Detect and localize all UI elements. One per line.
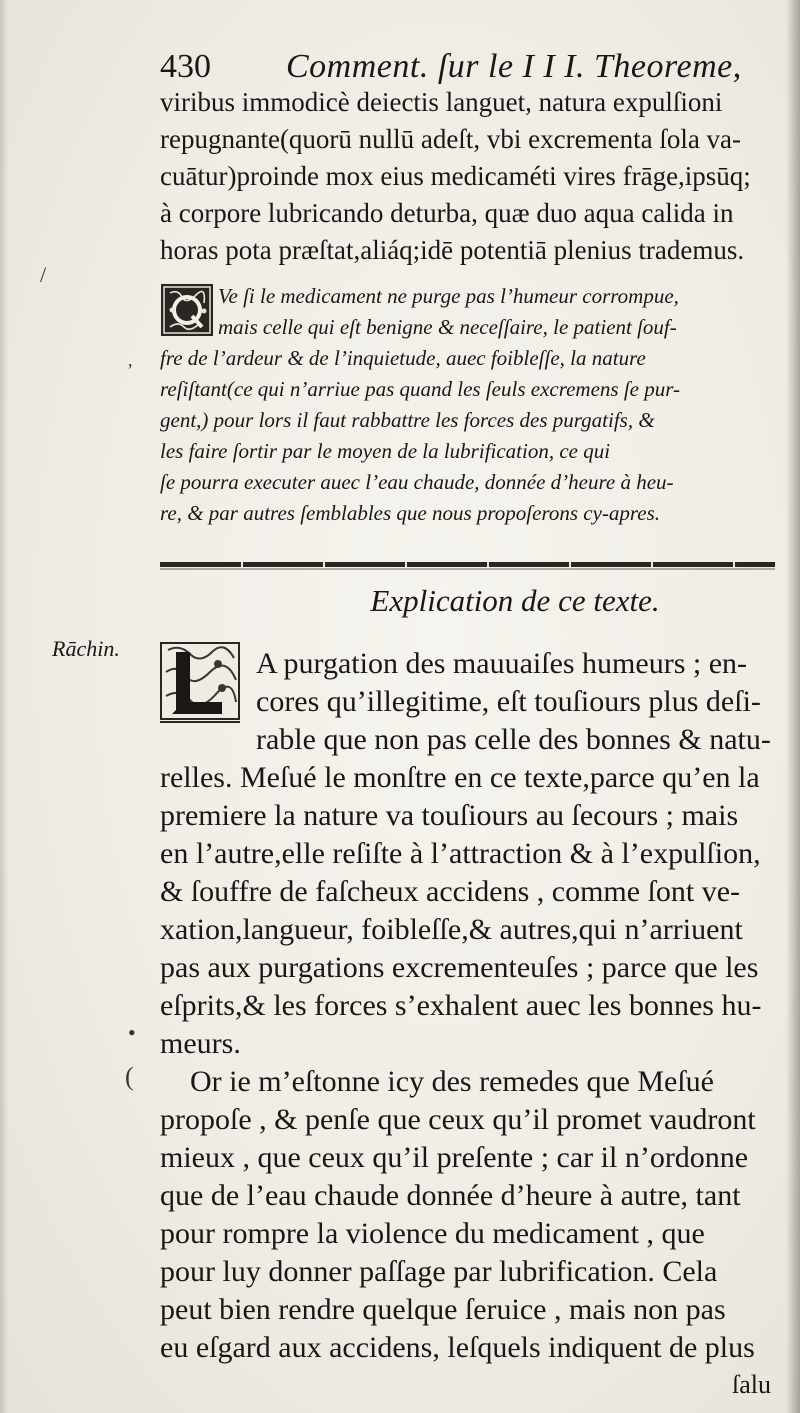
french-line: mais celle qui eſt benigne & neceſſaire, le patient ſouf- (218, 315, 677, 339)
french-line: Ve ſi le medicament ne purge pas l’humeur corrompue, (218, 284, 679, 308)
margin-mark: , (128, 350, 133, 370)
body-line: cores qu’illegitime, eſt touſiours plus deſi- (256, 685, 761, 718)
french-line: re, & par autres ſemblables que nous propoſerons cy-apres. (160, 501, 661, 525)
explication-text (160, 645, 790, 1367)
latin-line: viribus immodicè deiectis languet, natura expulſioni (160, 87, 723, 117)
latin-line: horas pota præſtat,aliáq;idē potentiā plenius trademus. (160, 235, 745, 265)
running-title: Comment. ſur le I I I. Theoreme, (286, 48, 742, 85)
margin-mark: ( (125, 1062, 134, 1091)
body-line: meurs. (160, 1027, 241, 1060)
body-line: pas aux purgations excrementeuſes ; parce que les (160, 951, 759, 984)
divider-rule (160, 559, 775, 571)
body-line: Or ie m’eſtonne icy des remedes que Meſué (190, 1065, 714, 1098)
body-line: pour luy donner paſſage par lubrification. Cela (160, 1255, 718, 1288)
margin-mark: • (128, 1020, 136, 1045)
margin-mark: / (40, 262, 47, 287)
body-line: eſprits,& les forces s’exhalent auec les bonnes hu- (160, 989, 762, 1022)
latin-line: repugnante(quorū nullū adeſt, vbi excrementa ſola va- (160, 124, 742, 154)
french-paraphrase (160, 281, 790, 529)
margin-note: Rāchin. (52, 636, 120, 661)
page-number: 430 (160, 48, 211, 85)
latin-paragraph (160, 84, 790, 269)
body-line: & ſouffre de faſcheux accidens , comme ſont ve- (160, 875, 741, 908)
page-left-shadow (0, 0, 8, 1413)
body-line: eu eſgard aux accidens, leſquels indiquent de plus (160, 1331, 755, 1364)
body-line: propoſe , & penſe que ceux qu’il promet vaudront (160, 1103, 756, 1136)
running-header (160, 48, 800, 88)
body-line: que de l’eau chaude donnée d’heure à autre, tant (160, 1179, 741, 1212)
french-line: les faire ſortir par le moyen de la lubrification, ce qui (160, 439, 611, 463)
french-line: gent,) pour lors il faut rabbattre les forces des purgatifs, & (160, 408, 655, 432)
body-line: premiere la nature va touſiours au ſecours ; mais (160, 799, 739, 832)
body-line: mieux , que ceux qu’il preſente ; car il n’ordonne (160, 1141, 749, 1174)
body-line: A purgation des mauuaiſes humeurs ; en- (256, 647, 748, 680)
body-line: rable que non pas celle des bonnes & natu- (256, 723, 771, 756)
french-line: reſiſtant(ce qui n’arriue pas quand les ſeuls excremens ſe pur- (160, 377, 680, 401)
body-line: pour rompre la violence du medicament , que (160, 1217, 705, 1250)
latin-line: à corpore lubricando deturba, quæ duo aqua calida in (160, 198, 734, 228)
body-line: relles. Meſué le monſtre en ce texte,parce qu’en la (160, 761, 760, 794)
body-line: peut bien rendre quelque ſeruice , mais non pas (160, 1293, 726, 1326)
body-line: en l’autre,elle reſiſte à l’attraction & à l’expulſion, (160, 837, 761, 870)
body-line: xation,langueur, foibleſſe,& autres,qui n’arriuent (160, 913, 743, 946)
french-line: ſe pourra executer auec l’eau chaude, donnée d’heure à heu- (160, 470, 674, 494)
latin-line: cuātur)proinde mox eius medicaméti vires frāge,ipsūq; (160, 161, 751, 191)
catchword: ſalu (732, 1370, 771, 1399)
section-heading: Explication de ce texte. (370, 583, 660, 618)
french-line: fre de l’ardeur & de l’inquietude, auec foibleſſe, la nature (160, 346, 646, 370)
